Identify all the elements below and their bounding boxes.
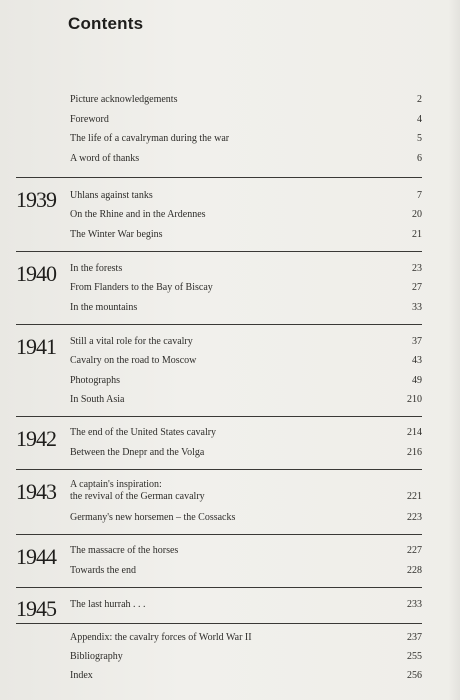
section-divider [16, 251, 422, 252]
toc-entry-title: Uhlans against tanks [70, 190, 153, 201]
toc-entry-page: 237 [407, 632, 422, 643]
year-heading: 1941 [16, 334, 56, 359]
toc-entry [70, 479, 422, 503]
toc-entry-title: Photographs [70, 375, 120, 386]
toc-entry-page: 210 [407, 394, 422, 405]
toc-entry-page: 33 [412, 302, 422, 313]
toc-entry-page: 256 [407, 670, 422, 681]
year-heading: 1942 [16, 426, 56, 451]
toc-entry [70, 190, 422, 202]
toc-entry-page: 21 [412, 229, 422, 240]
toc-entry [70, 632, 422, 644]
toc-entry [70, 447, 422, 459]
toc-entry-title: Foreword [70, 114, 109, 125]
toc-entry-page: 214 [407, 427, 422, 438]
year-heading: 1940 [16, 261, 56, 286]
toc-entry [70, 355, 422, 367]
toc-entry [70, 512, 422, 524]
toc-entry-page: 43 [412, 355, 422, 366]
toc-entry-title-line2: the revival of the German cavalry [70, 491, 205, 502]
toc-entry-title: The life of a cavalryman during the war [70, 133, 230, 144]
toc-entry [70, 133, 422, 145]
toc-entry-title: In the forests [70, 263, 123, 274]
year-heading: 1945 [16, 596, 56, 621]
toc-entry-title: In South Asia [70, 394, 125, 405]
toc-entry-page: 233 [407, 599, 422, 610]
toc-entry [70, 427, 422, 439]
toc-entry-title: The Winter War begins [70, 229, 163, 240]
toc-entry [70, 263, 422, 275]
toc-entry [70, 229, 422, 241]
section-divider [16, 587, 422, 588]
section-divider [16, 324, 422, 325]
toc-entry-page: 228 [407, 565, 422, 576]
toc-entry-title: Index [70, 670, 93, 681]
year-heading: 1943 [16, 479, 56, 504]
toc-entry [70, 651, 422, 663]
toc-entry-title: The last hurrah . . . [70, 599, 146, 610]
toc-entry-title: Picture acknowledgements [70, 94, 178, 105]
toc-entry-title: Appendix: the cavalry forces of World War II [70, 632, 252, 643]
toc-entry-title: On the Rhine and in the Ardennes [70, 209, 206, 220]
toc-entry-page: 5 [417, 133, 422, 144]
toc-entry [70, 670, 422, 682]
toc-entry-page: 221 [407, 491, 422, 502]
toc-entry [70, 375, 422, 387]
section-divider [16, 534, 422, 535]
year-heading: 1939 [16, 187, 56, 212]
toc-entry-title: Towards the end [70, 565, 136, 576]
toc-entry-page: 23 [412, 263, 422, 274]
toc-entry-title: Cavalry on the road to Moscow [70, 355, 197, 366]
toc-entry [70, 565, 422, 577]
toc-entry-title: Bibliography [70, 651, 123, 662]
toc-entry-title: In the mountains [70, 302, 138, 313]
toc-entry [70, 545, 422, 557]
year-heading: 1944 [16, 544, 56, 569]
toc-entry-page: 2 [417, 94, 422, 105]
toc-entry-page: 6 [417, 153, 422, 164]
toc-entry [70, 599, 422, 611]
page-title: Contents [68, 14, 144, 33]
toc-entry-page: 37 [412, 336, 422, 347]
toc-entry-title: A word of thanks [70, 153, 140, 164]
section-divider [16, 416, 422, 417]
toc-entry [70, 114, 422, 126]
toc-entry-page: 27 [412, 282, 422, 293]
toc-entry-title: From Flanders to the Bay of Biscay [70, 282, 213, 293]
toc-entry-page: 4 [417, 114, 422, 125]
toc-entry [70, 394, 422, 406]
toc-entry [70, 282, 422, 294]
toc-entry [70, 336, 422, 348]
toc-entry-page: 227 [407, 545, 422, 556]
section-divider [16, 177, 422, 178]
toc-entry-page: 216 [407, 447, 422, 458]
toc-entry-title: The end of the United States cavalry [70, 427, 217, 438]
toc-entry [70, 209, 422, 221]
toc-entry [70, 153, 422, 165]
toc-entry-title: The massacre of the horses [70, 545, 179, 556]
toc-entry [70, 302, 422, 314]
toc-entry-page: 7 [417, 190, 422, 201]
toc-entry-page: 49 [412, 375, 422, 386]
toc-entry-page: 223 [407, 512, 422, 523]
toc-entry-page: 20 [412, 209, 422, 220]
toc-entry-title: Still a vital role for the cavalry [70, 336, 193, 347]
toc-entry-title-line1: A captain's inspiration: [70, 479, 162, 490]
toc-entry [70, 94, 422, 106]
page-edge-shadow [448, 0, 460, 700]
toc-entry-title: Germany's new horsemen – the Cossacks [70, 512, 236, 523]
section-divider [16, 469, 422, 470]
toc-entry-page: 255 [407, 651, 422, 662]
toc-entry-title: Between the Dnepr and the Volga [70, 447, 205, 458]
section-divider [16, 623, 422, 624]
